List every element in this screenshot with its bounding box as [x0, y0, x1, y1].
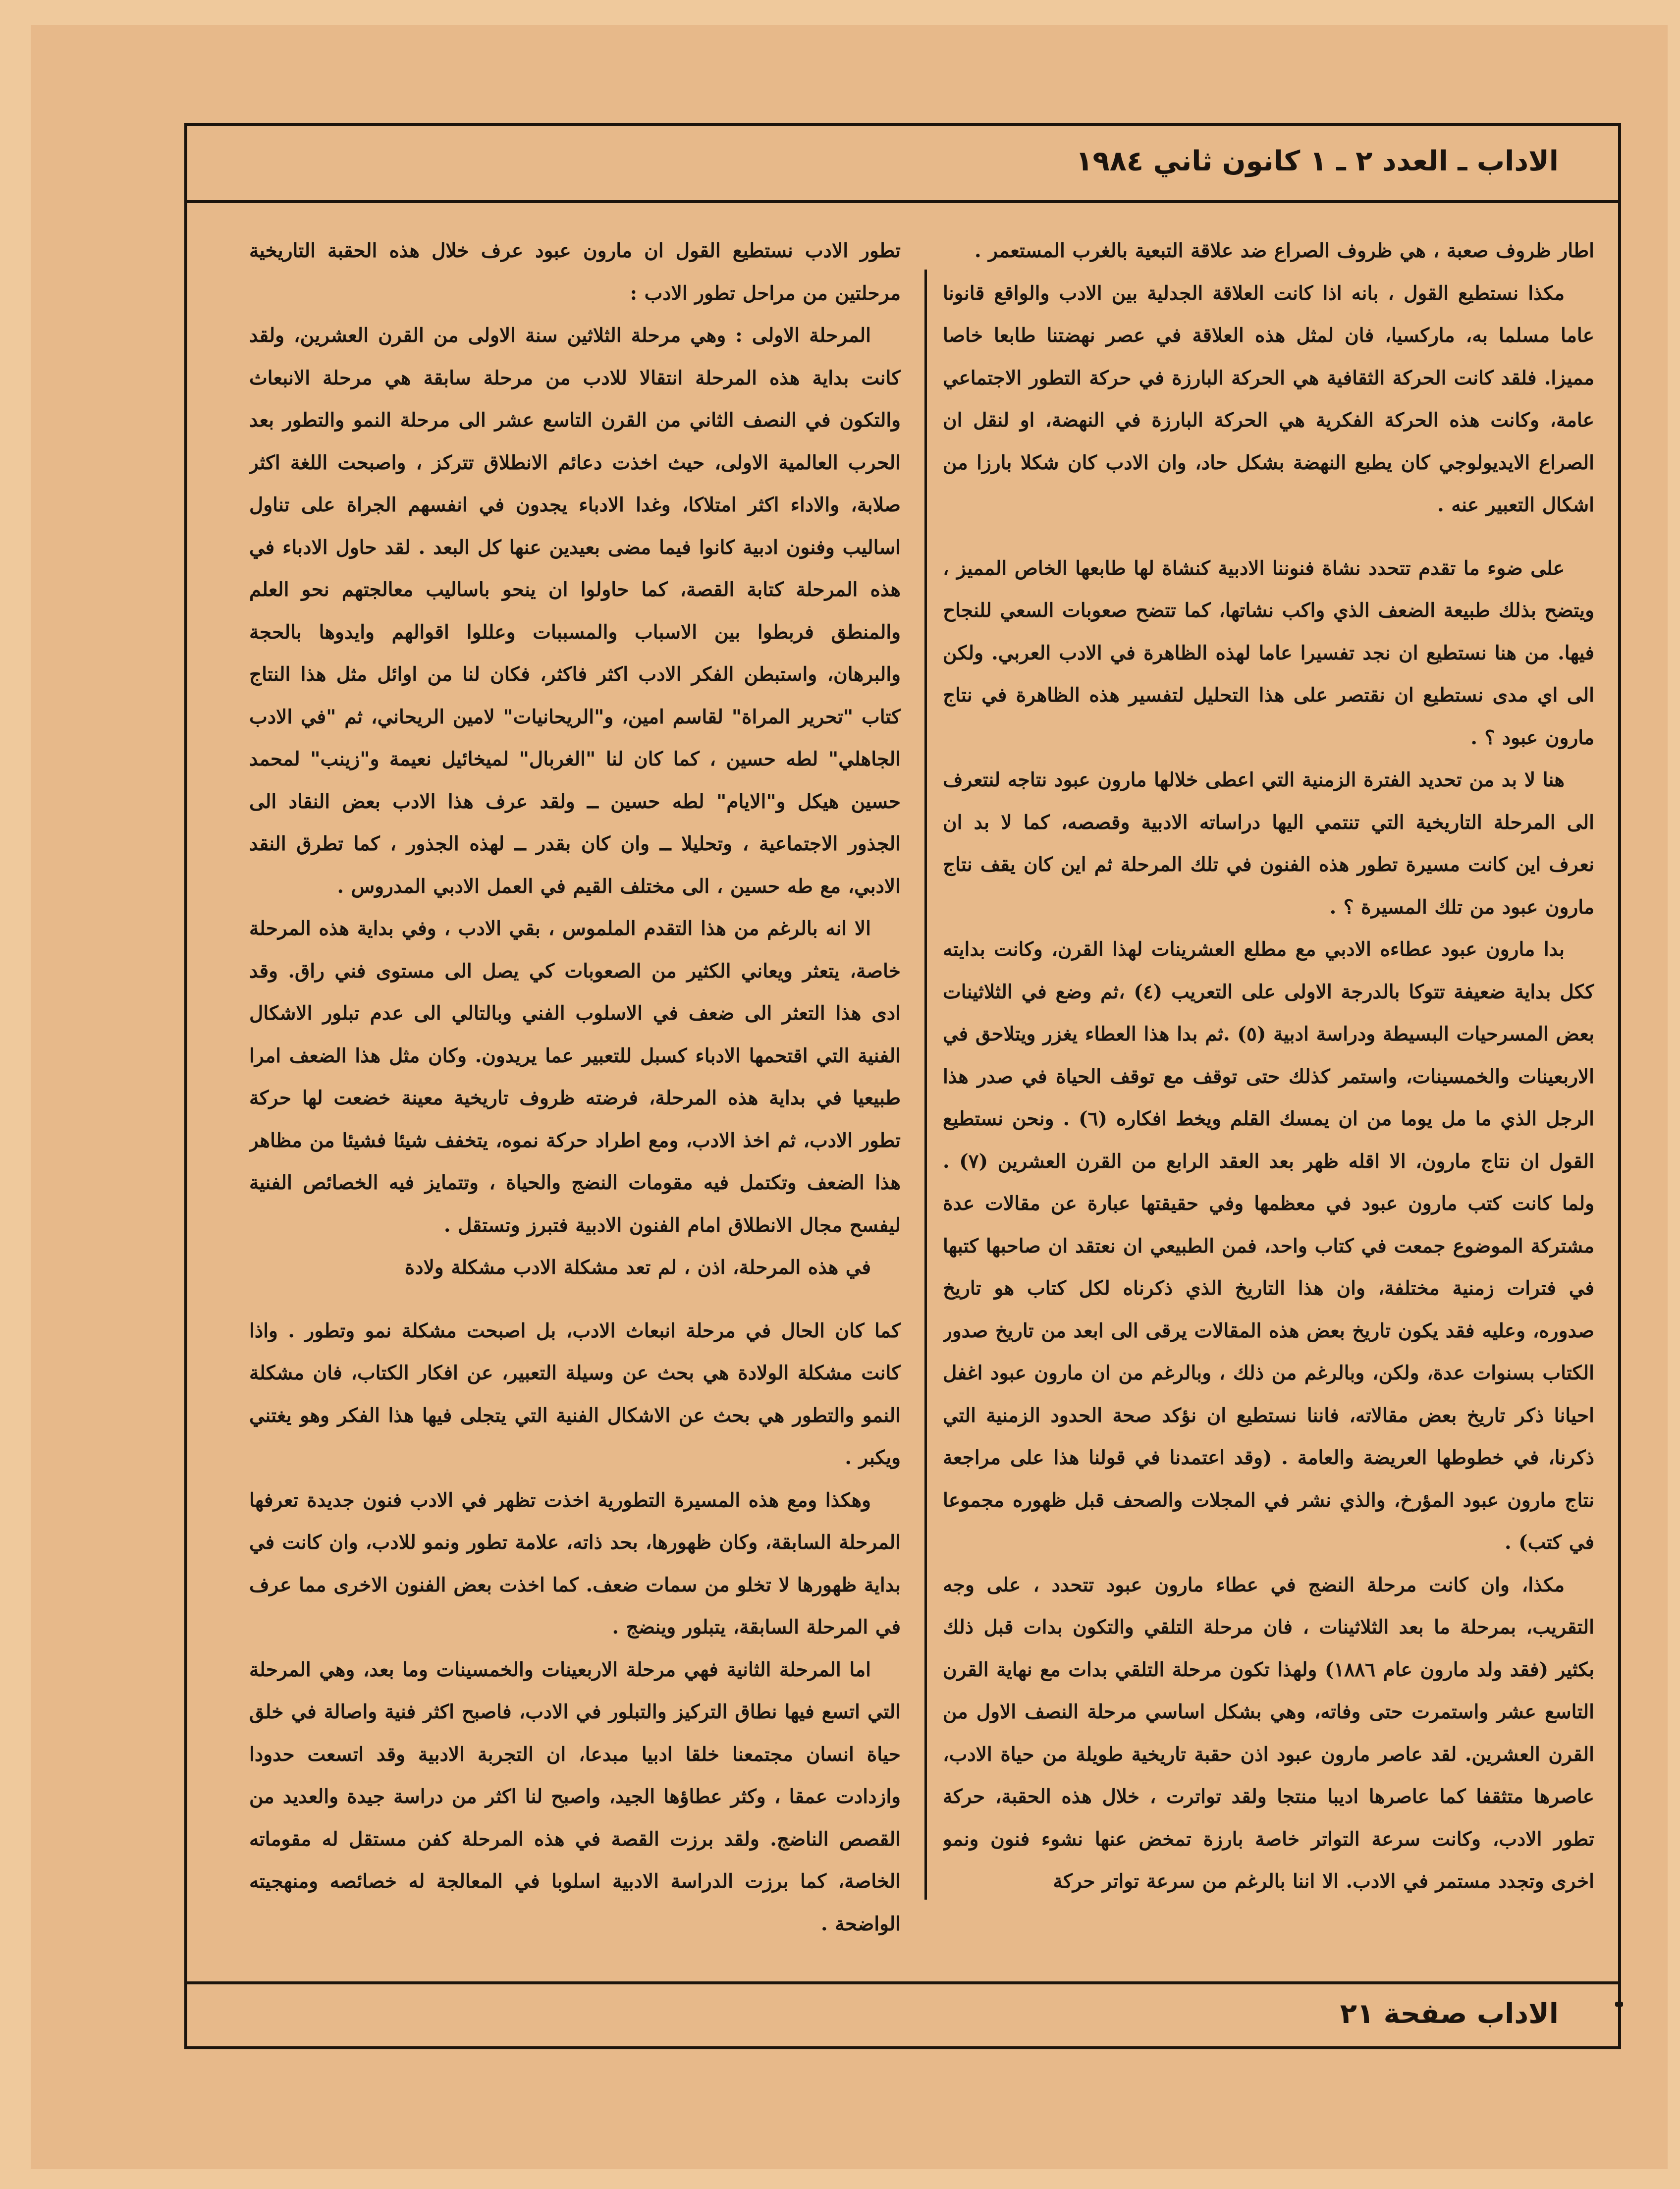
column-divider [924, 270, 927, 1900]
paragraph: اما المرحلة الثانية فهي مرحلة الاربعينات والخمسينات وما بعد، وهي المرحلة التي اتسع فيها نطاق التركيز والتبلور في الادب، فاصبح اكثر فنية واصالة في خلق حياة انسان مجتمعنا خلقا ادبيا مبدعا، ان التجربة الادبية وقد اتسعت حدودا وازدادت عمقا ، وكثر عطاؤها الجيد، واصبح لنا اكثر من دراسة جيدة والعديد من القصص الناضج. ولقد برزت القصة في هذه المرحلة كفن مستقل له مقوماته الخاصة، كما برزت الدراسة الادبية اسلوبا في المعالجة له خصائصه ومنهجيته الواضحة . [249, 1658, 901, 1935]
page-frame [184, 123, 1621, 2049]
paragraph: بدا مارون عبود عطاءه الادبي مع مطلع العشرينات لهذا القرن، وكانت بدايته ككل بداية ضعيفة تتوكا بالدرجة الاولى على التعريب (٤) ،ثم وضع في الثلاثينات بعض المسرحيات البسيطة ودراسة ادبية (٥) .ثم بدا هذا العطاء يغزر ويتلاحق في الاربعينات والخمسينات، واستمر كذلك حتى توقف مع توقف الحياة في صدر هذا الرجل الذي ما مل يوما من ان يمسك القلم ويخط افكاره (٦) . ونحن نستطيع القول ان نتاج مارون، الا اقله ظهر بعد العقد الرابع من القرن العشرين (٧) . ولما كانت كتب مارون عبود في معظمها وفي حقيقتها عبارة عن مقالات عدة مشتركة الموضوع جمعت في كتاب واحد، فمن الطبيعي ان نعتقد ان صاحبها كتبها في فترات زمنية مختلفة، وان هذا التاريخ الذي ذكرناه لكل كتاب هو تاريخ صدوره، وعليه فقد يكون تاريخ بعض هذه المقالات يرقى الى ابعد من تاريخ صدور الكتاب بسنوات عدة، ولكن، وبالرغم من ذلك ، وبالرغم من ان مارون عبود اغفل احيانا ذكر تاريخ بعض مقالاته، فاننا نستطيع ان نؤكد صحة الحدود الزمنية التي ذكرنا، في خطوطها العريضة والعامة . (وقد اعتمدنا في قولنا هذا على مراجعة نتاج مارون عبود المؤرخ، والذي نشر في المجلات والصحف قبل ظهوره مجموعا في كتب) . [943, 938, 1594, 1554]
paragraph: المرحلة الاولى : وهي مرحلة الثلاثين سنة الاولى من القرن العشرين، ولقد كانت بداية هذه المرحلة انتقالا للادب من مرحلة سابقة هي مرحلة الانبعاث والتكون في النصف الثاني من القرن التاسع عشر الى مرحلة النمو والتطور بعد الحرب العالمية الاولى، حيث اخذت دعائم الانطلاق تتركز ، واصبحت اللغة اكثر صلابة، والاداء اكثر امتلاكا، وغدا الادباء يجدون في انفسهم الجراة على تناول اساليب وفنون ادبية كانوا فيما مضى بعيدين عنها كل البعد . لقد حاول الادباء في هذه المرحلة كتابة القصة، كما حاولوا ان ينحو باساليب معالجتهم نحو العلم والمنطق فربطوا بين الاسباب والمسببات وعللوا اقوالهم وايدوها بالحجة والبرهان، واستبطن الفكر الادب اكثر فاكثر، فكان لنا من اوائل مثل هذا النتاج كتاب "تحرير المراة" لقاسم امين، و"الريحانيات" لامين الريحاني، ثم "في الادب الجاهلي" لطه حسين ، كما كان لنا "الغربال" لميخائيل نعيمة و"زينب" لمحمد حسين هيكل و"الايام" لطه حسين ــ ولقد عرف هذا الادب بعض النقاد الى الجذور الاجتماعية ، وتحليلا ــ وان كان بقدر ــ لهذه الجذور ، كما تطرق النقد الادبي، مع طه حسين ، الى مختلف القيم في العمل الادبي المدروس . [249, 324, 901, 898]
article-column-left [249, 230, 901, 1959]
page-header [187, 126, 1618, 203]
paragraph: اطار ظروف صعبة ، هي ظروف الصراع ضد علاقة التبعية بالغرب المستعمر . [975, 239, 1594, 262]
issue-title: الاداب ـ العدد ٢ ـ ١ كانون ثاني ١٩٨٤ [1076, 145, 1559, 177]
paragraph: هنا لا بد من تحديد الفترة الزمنية التي اعطى خلالها مارون عبود نتاجه لنتعرف الى المرحلة التاريخية التي تنتمي اليها دراساته الادبية وقصصه، كما لا بد ان نعرف اين كانت مسيرة تطور هذه الفنون في تلك المرحلة ثم اين كان يقف نتاج مارون عبود من تلك المسيرة ؟ . [943, 768, 1594, 919]
page-footer [187, 1981, 1618, 2046]
paragraph: تطور الادب نستطيع القول ان مارون عبود عرف خلال هذه الحقبة التاريخية مرحلتين من مراحل تطور الادب : [249, 239, 901, 305]
page-number: الاداب صفحة ٢١ [1340, 1998, 1559, 2030]
paragraph: على ضوء ما تقدم تتحدد نشاة فنوننا الادبية كنشاة لها طابعها الخاص المميز ، ويتضح بذلك طبيعة الضعف الذي واكب نشاتها، كما تتضح صعوبات السعي للنجاح فيها. من هنا نستطيع ان نجد تفسيرا عاما لهذه الظاهرة في الادب العربي. ولكن الى اي مدى نستطيع ان نقتصر على هذا التحليل لتفسير هذه الظاهرة في نتاج مارون عبود ؟ . [943, 556, 1594, 749]
paragraph: مكذا نستطيع القول ، بانه اذا كانت العلاقة الجدلية بين الادب والواقع قانونا عاما مسلما به، ماركسيا، فان لمثل هذه العلاقة في عصر نهضتنا طابعا خاصا مميزا. فلقد كانت الحركة الثقافية هي الحركة البارزة في حركة التطور الاجتماعي عامة، وكانت هذه الحركة الفكرية هي الحركة البارزة في النهضة، او لنقل ان الصراع الايديولوجي كان يطبع النهضة بشكل حاد، وان الادب كان شكلا بارزا من اشكال التعبير عنه . [943, 281, 1594, 516]
paragraph: مكذا، وان كانت مرحلة النضج في عطاء مارون عبود تتحدد ، على وجه التقريب، بمرحلة ما بعد الثلاثينات ، فان مرحلة التلقي والتكون بدات قبل ذلك بكثير (فقد ولد مارون عام ١٨٨٦) ولهذا تكون مرحلة التلقي بدات مع نهاية القرن التاسع عشر واستمرت حتى وفاته، وهي بشكل اساسي مرحلة النصف الاول من القرن العشرين. لقد عاصر مارون عبود اذن حقبة تاريخية طويلة من حياة الادب، عاصرها متثقفا كما عاصرها اديبا منتجا ولقد تواترت ، خلال هذه الحقبة، حركة تطور الادب، وكانت سرعة التواتر خاصة بارزة تمخض عنها نشوء فنون ونمو اخرى وتجدد مستمر في الادب. الا اننا بالرغم من سرعة تواتر حركة [943, 1573, 1594, 1893]
paragraph: كما كان الحال في مرحلة انبعاث الادب، بل اصبحت مشكلة نمو وتطور . واذا كانت مشكلة الولادة هي بحث عن وسيلة التعبير، عن افكار الكتاب، فان مشكلة النمو والتطور هي بحث عن الاشكال الفنية التي يتجلى فيها هذا الفكر وهو يغتني ويكبر . [249, 1319, 901, 1469]
article-column-right [943, 230, 1594, 1959]
paragraph: الا انه بالرغم من هذا التقدم الملموس ، بقي الادب ، وفي بداية هذه المرحلة خاصة، يتعثر ويعاني الكثير من الصعوبات كي يصل الى مستوى فني راق. وقد ادى هذا التعثر الى ضعف في الاسلوب الفني وبالتالي الى عدم تبلور الاشكال الفنية التي اقتحمها الادباء كسبل للتعبير عما يريدون. وكان مثل هذا الضعف امرا طبيعيا في بداية هذه المرحلة، فرضته ظروف تاريخية معينة خضعت لها حركة تطور الادب، ثم اخذ الادب، ومع اطراد حركة نموه، يتخفف شيئا فشيئا من مظاهر هذا الضعف وتكتمل فيه مقومات النضج والحياة ، وتتمايز فيه الخصائص الفنية ليفسح مجال الانطلاق امام الفنون الادبية فتبرز وتستقل . [249, 917, 901, 1237]
paragraph: في هذه المرحلة، اذن ، لم تعد مشكلة الادب مشكلة ولادة [404, 1256, 871, 1279]
binding-mark [1615, 2002, 1623, 2007]
paragraph: وهكذا ومع هذه المسيرة التطورية اخذت تظهر في الادب فنون جديدة تعرفها المرحلة السابقة، وكان ظهورها، بحد ذاته، علامة تطور ونمو للادب، وان كانت في بداية ظهورها لا تخلو من سمات ضعف. كما اخذت بعض الفنون الاخرى مما عرف في المرحلة السابقة، يتبلور وينضج . [249, 1488, 901, 1639]
